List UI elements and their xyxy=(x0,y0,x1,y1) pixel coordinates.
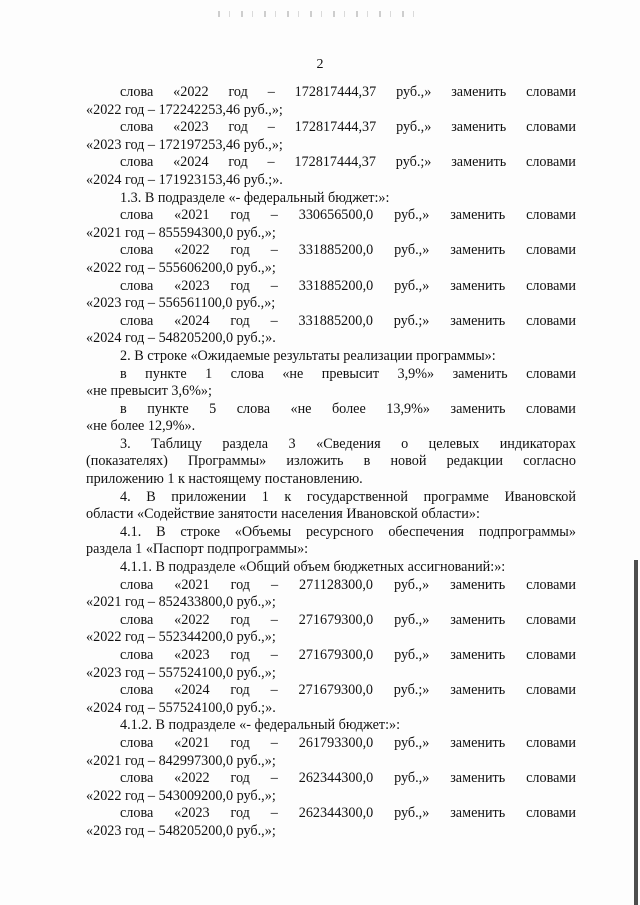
text-line-content: 4.1.1. В подразделе «Общий объем бюджетных ассигнований:»: xyxy=(120,559,506,576)
text-word: год xyxy=(230,770,250,787)
text-line-content: «2023 год – 172197253,46 руб.,»; xyxy=(86,136,283,153)
text-line-content: «2023 год – 557524100,0 руб.,»; xyxy=(86,664,276,681)
text-line xyxy=(86,453,576,471)
text-line xyxy=(86,154,576,172)
text-word: слова xyxy=(120,154,154,171)
text-line-content: «2024 год – 557524100,0 руб.;». xyxy=(86,699,276,716)
text-line xyxy=(86,823,576,841)
text-word: слова xyxy=(120,242,154,259)
text-word: словами xyxy=(526,277,576,294)
text-line xyxy=(86,489,576,507)
text-line xyxy=(86,418,576,436)
text-word: 331885200,0 xyxy=(298,312,373,329)
text-word: о xyxy=(401,435,409,452)
text-word: 1 xyxy=(261,488,269,505)
text-word: слова xyxy=(120,770,154,787)
text-word: программе xyxy=(423,488,489,505)
text-line xyxy=(86,383,576,401)
text-line xyxy=(86,647,576,665)
text-word: 271679300,0 xyxy=(298,647,374,663)
text-word: 172817444,37 xyxy=(294,119,377,136)
text-line-content: «2022 год – 552344200,0 руб.,»; xyxy=(86,629,276,646)
text-line xyxy=(86,330,576,348)
text-word: 271679300,0 xyxy=(298,682,373,699)
text-word: слова xyxy=(120,119,154,136)
text-word: превысит xyxy=(321,365,380,382)
text-word: (показателях) xyxy=(86,453,168,470)
text-word: год xyxy=(230,207,250,224)
text-line xyxy=(86,559,576,577)
text-line-content: «2023 год – 556561100,0 руб.,»; xyxy=(86,295,276,312)
text-line xyxy=(86,172,576,190)
text-line xyxy=(86,295,576,313)
text-word: слова xyxy=(236,400,271,417)
text-word: ресурсного xyxy=(305,523,374,540)
text-word: – xyxy=(270,312,278,329)
text-line xyxy=(86,665,576,683)
scan-edge-shadow xyxy=(634,560,638,905)
text-word: словами xyxy=(526,400,576,417)
text-word: пункте xyxy=(147,400,189,417)
text-word: «2024 xyxy=(174,312,210,329)
text-word: год xyxy=(230,242,250,259)
text-word: – xyxy=(270,207,278,224)
text-word: 3,9%» xyxy=(397,365,435,382)
text-word: руб.;» xyxy=(395,154,432,171)
text-word: – xyxy=(270,647,278,663)
text-line xyxy=(86,313,576,331)
text-line-content: области «Содействие занятости населения Ивановской области»: xyxy=(86,506,480,523)
text-word: 4.1. xyxy=(120,523,142,540)
text-word: – xyxy=(270,576,279,593)
text-word: «2021 xyxy=(174,576,210,593)
text-word: заменить xyxy=(450,805,506,822)
text-line-content: «не более 12,9%». xyxy=(86,418,196,435)
text-line-content: 1.3. В подразделе «- федеральный бюджет:»: xyxy=(120,189,390,206)
text-word: руб.;» xyxy=(393,312,430,329)
text-word: 172817444,37 xyxy=(294,84,377,100)
text-word: слова xyxy=(120,734,154,751)
text-line xyxy=(86,260,576,278)
text-word: согласно xyxy=(523,453,576,470)
text-line xyxy=(86,225,576,243)
text-word: год xyxy=(228,154,248,171)
text-line xyxy=(86,753,576,771)
text-word: 262344300,0 xyxy=(298,770,374,787)
text-word: более xyxy=(331,400,366,417)
text-word: 1 xyxy=(205,365,213,382)
text-line-content: «2022 год – 543009200,0 руб.,»; xyxy=(86,787,276,804)
text-line-content: «2021 год – 842997300,0 руб.,»; xyxy=(86,752,276,769)
text-line xyxy=(86,242,576,260)
text-line-content: приложению 1 к настоящему постановлению. xyxy=(86,471,363,488)
text-line xyxy=(86,348,576,366)
text-word: год xyxy=(230,576,251,593)
text-word: руб.;» xyxy=(393,682,430,699)
text-line xyxy=(86,190,576,208)
text-line xyxy=(86,278,576,296)
text-word: заменить xyxy=(451,119,507,136)
text-word: – xyxy=(270,805,278,822)
page-number: 2 xyxy=(316,57,324,72)
text-word: руб.,» xyxy=(394,647,430,663)
text-word: руб.,» xyxy=(394,611,430,628)
text-word: – xyxy=(267,119,275,136)
text-line xyxy=(86,788,576,806)
text-word: «2022 xyxy=(174,770,210,787)
text-word: раздела xyxy=(222,435,269,452)
text-word: «2023 xyxy=(173,119,209,136)
text-word: «2023 xyxy=(174,277,210,294)
text-word: заменить xyxy=(450,611,506,628)
text-line xyxy=(86,541,576,559)
text-line-content: «не превысит 3,6%»; xyxy=(86,383,212,400)
text-word: слова xyxy=(120,312,154,329)
text-word: Программы» xyxy=(187,453,267,470)
text-line xyxy=(86,102,576,120)
text-line xyxy=(86,436,576,454)
text-word: в xyxy=(120,365,127,382)
text-word: заменить xyxy=(450,277,506,294)
text-line xyxy=(86,471,576,489)
text-word: заменить xyxy=(452,365,508,382)
text-word: «не xyxy=(282,365,304,382)
text-word: год xyxy=(230,647,250,663)
text-word: государственной xyxy=(306,488,408,505)
text-line xyxy=(86,366,576,384)
text-word: год xyxy=(228,84,248,100)
text-word: словами xyxy=(526,242,576,259)
text-line xyxy=(86,137,576,155)
text-word: руб.,» xyxy=(394,734,430,751)
text-line xyxy=(86,805,576,823)
text-line xyxy=(86,401,576,419)
text-word: обеспечения xyxy=(388,523,465,540)
text-line-content: 2. В строке «Ожидаемые результаты реализации программы»: xyxy=(120,347,496,364)
text-word: «2022 xyxy=(173,84,209,100)
text-word: «Сведения xyxy=(316,435,381,452)
text-word: словами xyxy=(526,84,576,100)
text-word: «не xyxy=(290,400,312,417)
text-word: руб.,» xyxy=(394,242,430,259)
text-word: год xyxy=(228,119,248,136)
text-word: словами xyxy=(526,207,576,224)
text-word: заменить xyxy=(451,84,507,100)
text-line xyxy=(86,577,576,595)
text-word: – xyxy=(270,682,278,699)
text-line xyxy=(86,770,576,788)
text-line xyxy=(86,682,576,700)
text-line-content: «2022 год – 172242253,46 руб.,»; xyxy=(86,101,283,118)
text-line xyxy=(86,506,576,524)
text-word: год xyxy=(230,682,250,699)
text-word: – xyxy=(267,154,275,171)
text-word: «2022 xyxy=(174,242,210,259)
text-line-content: 4.1.2. В подразделе «- федеральный бюджет:»: xyxy=(120,717,401,734)
text-word: руб.,» xyxy=(394,805,430,822)
text-word: руб.,» xyxy=(393,576,430,593)
text-word: слова xyxy=(120,84,154,100)
text-word: «2024 xyxy=(174,682,210,699)
text-word: заменить xyxy=(450,734,506,751)
text-word: 271679300,0 xyxy=(298,611,374,628)
text-word: Таблицу xyxy=(151,435,202,452)
text-word: заменить xyxy=(450,242,506,259)
text-word: слова xyxy=(120,576,154,593)
text-word: слова xyxy=(120,207,154,224)
text-word: руб.,» xyxy=(394,207,430,224)
text-word: В xyxy=(146,488,156,505)
text-line xyxy=(86,717,576,735)
text-word: руб.,» xyxy=(396,119,432,136)
text-word: «Объемы xyxy=(234,523,292,540)
text-word: словами xyxy=(526,734,576,751)
text-word: «2023 xyxy=(174,805,210,822)
text-word: – xyxy=(270,611,278,628)
text-line xyxy=(86,735,576,753)
text-word: год xyxy=(230,734,250,751)
text-word: словами xyxy=(526,154,576,171)
text-word: год xyxy=(230,312,250,329)
text-word: 262344300,0 xyxy=(298,805,374,822)
document-body xyxy=(86,84,576,841)
text-word: словами xyxy=(526,611,576,628)
text-word: год xyxy=(230,277,250,294)
text-word: слова xyxy=(120,611,154,628)
text-line xyxy=(86,700,576,718)
text-word: слова xyxy=(230,365,264,382)
text-line-content: «2024 год – 171923153,46 руб.;». xyxy=(86,171,283,188)
text-word: «2023 xyxy=(174,647,210,663)
text-line-content: «2021 год – 852433800,0 руб.,»; xyxy=(86,594,276,611)
scan-noise-top xyxy=(218,11,418,17)
text-word: «2021 xyxy=(174,734,210,751)
text-word: словами xyxy=(526,682,576,699)
text-word: в xyxy=(120,400,127,417)
text-word: подпрограммы» xyxy=(478,523,576,540)
text-line xyxy=(86,207,576,225)
text-word: изложить xyxy=(286,453,344,470)
text-word: 5 xyxy=(209,400,217,417)
text-word: руб.,» xyxy=(394,277,430,294)
text-word: слова xyxy=(120,277,154,294)
text-word: индикаторах xyxy=(499,435,576,452)
text-word: строке xyxy=(180,523,221,540)
text-word: В xyxy=(156,523,166,540)
text-word: новой xyxy=(390,453,427,470)
text-word: заменить xyxy=(451,154,507,171)
text-word: словами xyxy=(526,805,576,822)
text-line xyxy=(86,119,576,137)
text-line-content: «2023 год – 548205200,0 руб.,»; xyxy=(86,822,276,839)
text-word: заменить xyxy=(450,400,506,417)
text-word: – xyxy=(270,734,278,751)
text-word: слова xyxy=(120,805,154,822)
text-word: – xyxy=(270,242,278,259)
text-line xyxy=(86,524,576,542)
text-word: 261793300,0 xyxy=(298,734,374,751)
text-line-content: «2022 год – 555606200,0 руб.,»; xyxy=(86,259,276,276)
text-word: 331885200,0 xyxy=(298,242,374,259)
text-word: словами xyxy=(526,119,576,136)
text-word: заменить xyxy=(450,770,506,787)
text-line-content: «2021 год – 855594300,0 руб.,»; xyxy=(86,224,276,241)
text-word: словами xyxy=(526,365,576,382)
text-word: 172817444,37 xyxy=(294,154,376,171)
text-word: руб.,» xyxy=(394,770,430,787)
text-word: приложении xyxy=(171,488,247,505)
text-line xyxy=(86,594,576,612)
text-word: «2024 xyxy=(173,154,209,171)
text-word: слова xyxy=(120,682,154,699)
text-word: заменить xyxy=(450,312,506,329)
text-line xyxy=(86,612,576,630)
text-word: словами xyxy=(526,647,576,663)
text-word: 331885200,0 xyxy=(298,277,374,294)
text-word: заменить xyxy=(450,682,506,699)
text-word: 330656500,0 xyxy=(298,207,374,224)
text-word: пункте xyxy=(145,365,187,382)
text-word: 3 xyxy=(288,435,296,452)
text-word: заменить xyxy=(450,576,506,593)
text-word: руб.,» xyxy=(396,84,432,100)
text-word: 13,9%» xyxy=(386,400,431,417)
text-word: слова xyxy=(120,647,154,663)
text-word: 3. xyxy=(120,435,131,452)
text-word: заменить xyxy=(450,207,506,224)
text-word: заменить xyxy=(450,647,506,663)
text-word: словами xyxy=(526,312,576,329)
text-word: целевых xyxy=(428,435,480,452)
text-word: в xyxy=(363,453,371,470)
text-word: Ивановской xyxy=(504,488,576,505)
text-word: год xyxy=(230,611,250,628)
text-word: «2021 xyxy=(174,207,210,224)
text-line xyxy=(86,84,576,102)
text-word: – xyxy=(270,277,278,294)
text-word: к xyxy=(284,488,292,505)
text-line xyxy=(86,629,576,647)
text-word: – xyxy=(270,770,278,787)
text-word: редакции xyxy=(446,453,503,470)
text-word: словами xyxy=(526,576,576,593)
text-word: словами xyxy=(526,770,576,787)
text-word: 271128300,0 xyxy=(299,576,373,593)
text-line-content: раздела 1 «Паспорт подпрограммы»: xyxy=(86,541,309,558)
text-word: 4. xyxy=(120,488,131,505)
text-word: «2022 xyxy=(174,611,210,628)
text-word: год xyxy=(230,805,250,822)
text-line-content: «2024 год – 548205200,0 руб.;». xyxy=(86,330,276,347)
text-word: – xyxy=(267,84,275,100)
